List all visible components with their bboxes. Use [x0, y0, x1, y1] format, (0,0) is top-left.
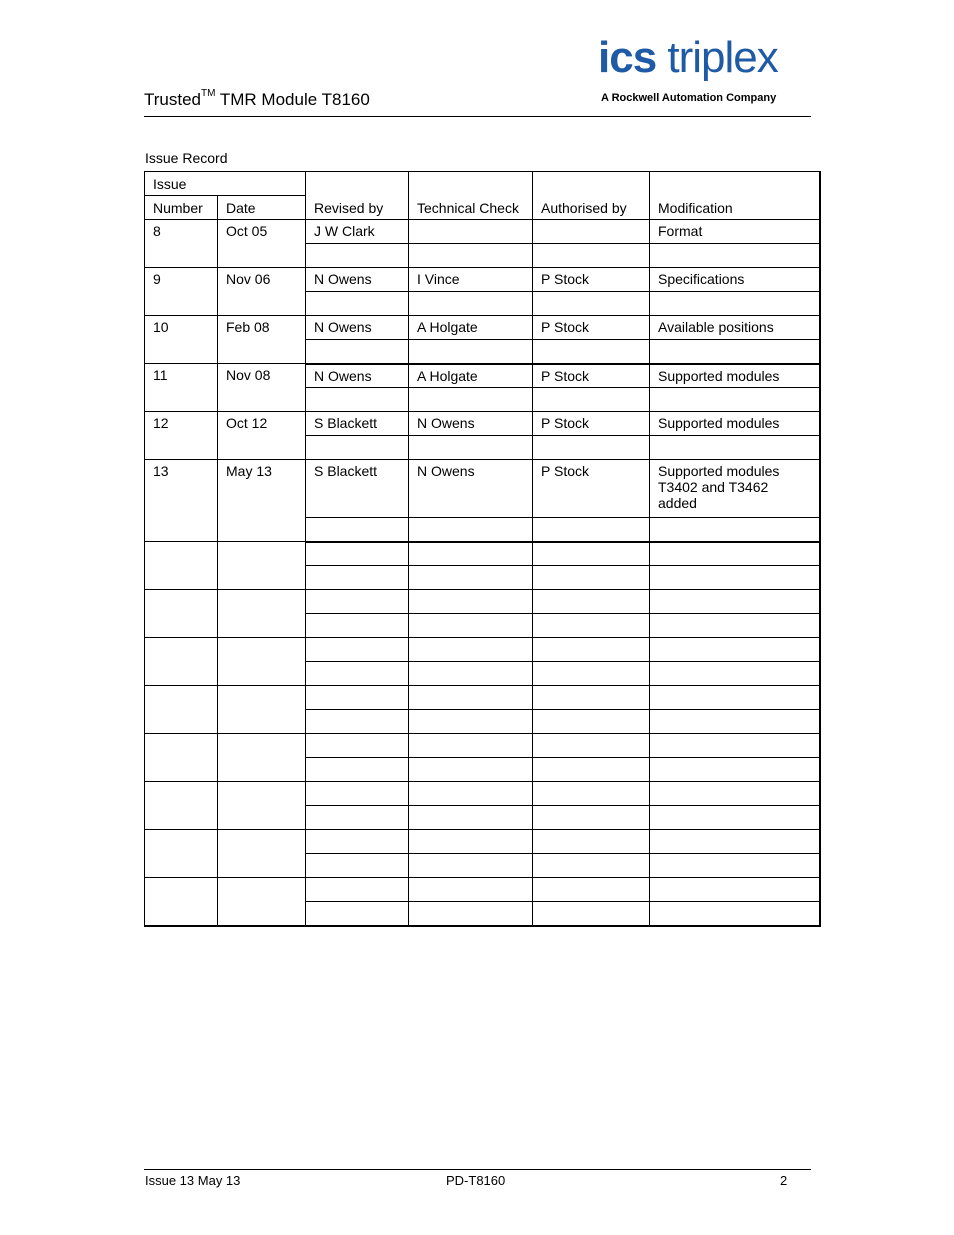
- footer-document-id: PD-T8160: [446, 1173, 506, 1188]
- issue-number: 10: [145, 316, 218, 364]
- modification: Supported modules T3402 and T3462 added: [650, 460, 820, 518]
- empty-table-row: [145, 686, 820, 710]
- revised-by: N Owens: [306, 316, 409, 340]
- issue-date: Feb 08: [218, 316, 306, 364]
- empty-table-row: [145, 542, 820, 566]
- technical-check: [409, 220, 533, 244]
- technical-check: I Vince: [409, 268, 533, 292]
- page-number: 2: [780, 1173, 788, 1188]
- authorised-by: P Stock: [533, 460, 650, 518]
- empty-table-row: [145, 638, 820, 662]
- issue-record-label: Issue Record: [145, 150, 228, 166]
- technical-check: N Owens: [409, 460, 533, 518]
- empty-table-row: [145, 782, 820, 806]
- revised-by-header: Revised by: [306, 172, 409, 220]
- header-divider: [144, 116, 811, 117]
- empty-table-row: [145, 590, 820, 614]
- revised-by: N Owens: [306, 268, 409, 292]
- issue-date: Nov 06: [218, 268, 306, 316]
- logo-tagline: A Rockwell Automation Company: [601, 92, 777, 104]
- issue-date: Oct 05: [218, 220, 306, 268]
- technical-check: A Holgate: [409, 364, 533, 388]
- modification: Available positions: [650, 316, 820, 340]
- issue-date: Nov 08: [218, 364, 306, 412]
- empty-table-row: [145, 878, 820, 902]
- modification-header: Modification: [650, 172, 820, 220]
- revised-by: N Owens: [306, 364, 409, 388]
- table-row: [145, 364, 820, 388]
- authorised-by: [533, 220, 650, 244]
- table-row: [145, 460, 820, 518]
- issue-number: 12: [145, 412, 218, 460]
- date-header: Date: [218, 196, 306, 220]
- empty-table-row: [145, 734, 820, 758]
- issue-record-table: [144, 171, 821, 927]
- technical-check: A Holgate: [409, 316, 533, 340]
- authorised-by: P Stock: [533, 364, 650, 388]
- ics-triplex-logo: [598, 33, 812, 108]
- authorised-by-header: Authorised by: [533, 172, 650, 220]
- number-header: Number: [145, 196, 218, 220]
- modification: Supported modules: [650, 412, 820, 436]
- issue-number: 9: [145, 268, 218, 316]
- modification: Specifications: [650, 268, 820, 292]
- issue-number: 8: [145, 220, 218, 268]
- revised-by: S Blackett: [306, 412, 409, 436]
- trademark-superscript: TM: [201, 88, 216, 100]
- empty-table-row: [145, 830, 820, 854]
- footer-divider: [144, 1169, 811, 1170]
- issue-date: Oct 12: [218, 412, 306, 460]
- logo-brand-triplex: triplex: [656, 33, 778, 82]
- table-row: [145, 268, 820, 292]
- authorised-by: P Stock: [533, 316, 650, 340]
- technical-check-header: Technical Check: [409, 172, 533, 220]
- issue-date: May 13: [218, 460, 306, 542]
- revised-by: J W Clark: [306, 220, 409, 244]
- modification: Supported modules: [650, 364, 820, 388]
- authorised-by: P Stock: [533, 268, 650, 292]
- table-group-header-row: [145, 172, 820, 196]
- document-title: Trusted™ TMR Module T8160: [144, 88, 370, 109]
- authorised-by: P Stock: [533, 412, 650, 436]
- revised-by: S Blackett: [306, 460, 409, 518]
- issue-number: 13: [145, 460, 218, 542]
- issue-number: 11: [145, 364, 218, 412]
- table-row: [145, 412, 820, 436]
- table-row: [145, 316, 820, 340]
- modification: Format: [650, 220, 820, 244]
- issue-group-header: Issue: [145, 172, 306, 196]
- technical-check: N Owens: [409, 412, 533, 436]
- logo-brand-ics: ics: [598, 33, 657, 82]
- footer-issue: Issue 13 May 13: [145, 1173, 241, 1188]
- table-row: [145, 220, 820, 244]
